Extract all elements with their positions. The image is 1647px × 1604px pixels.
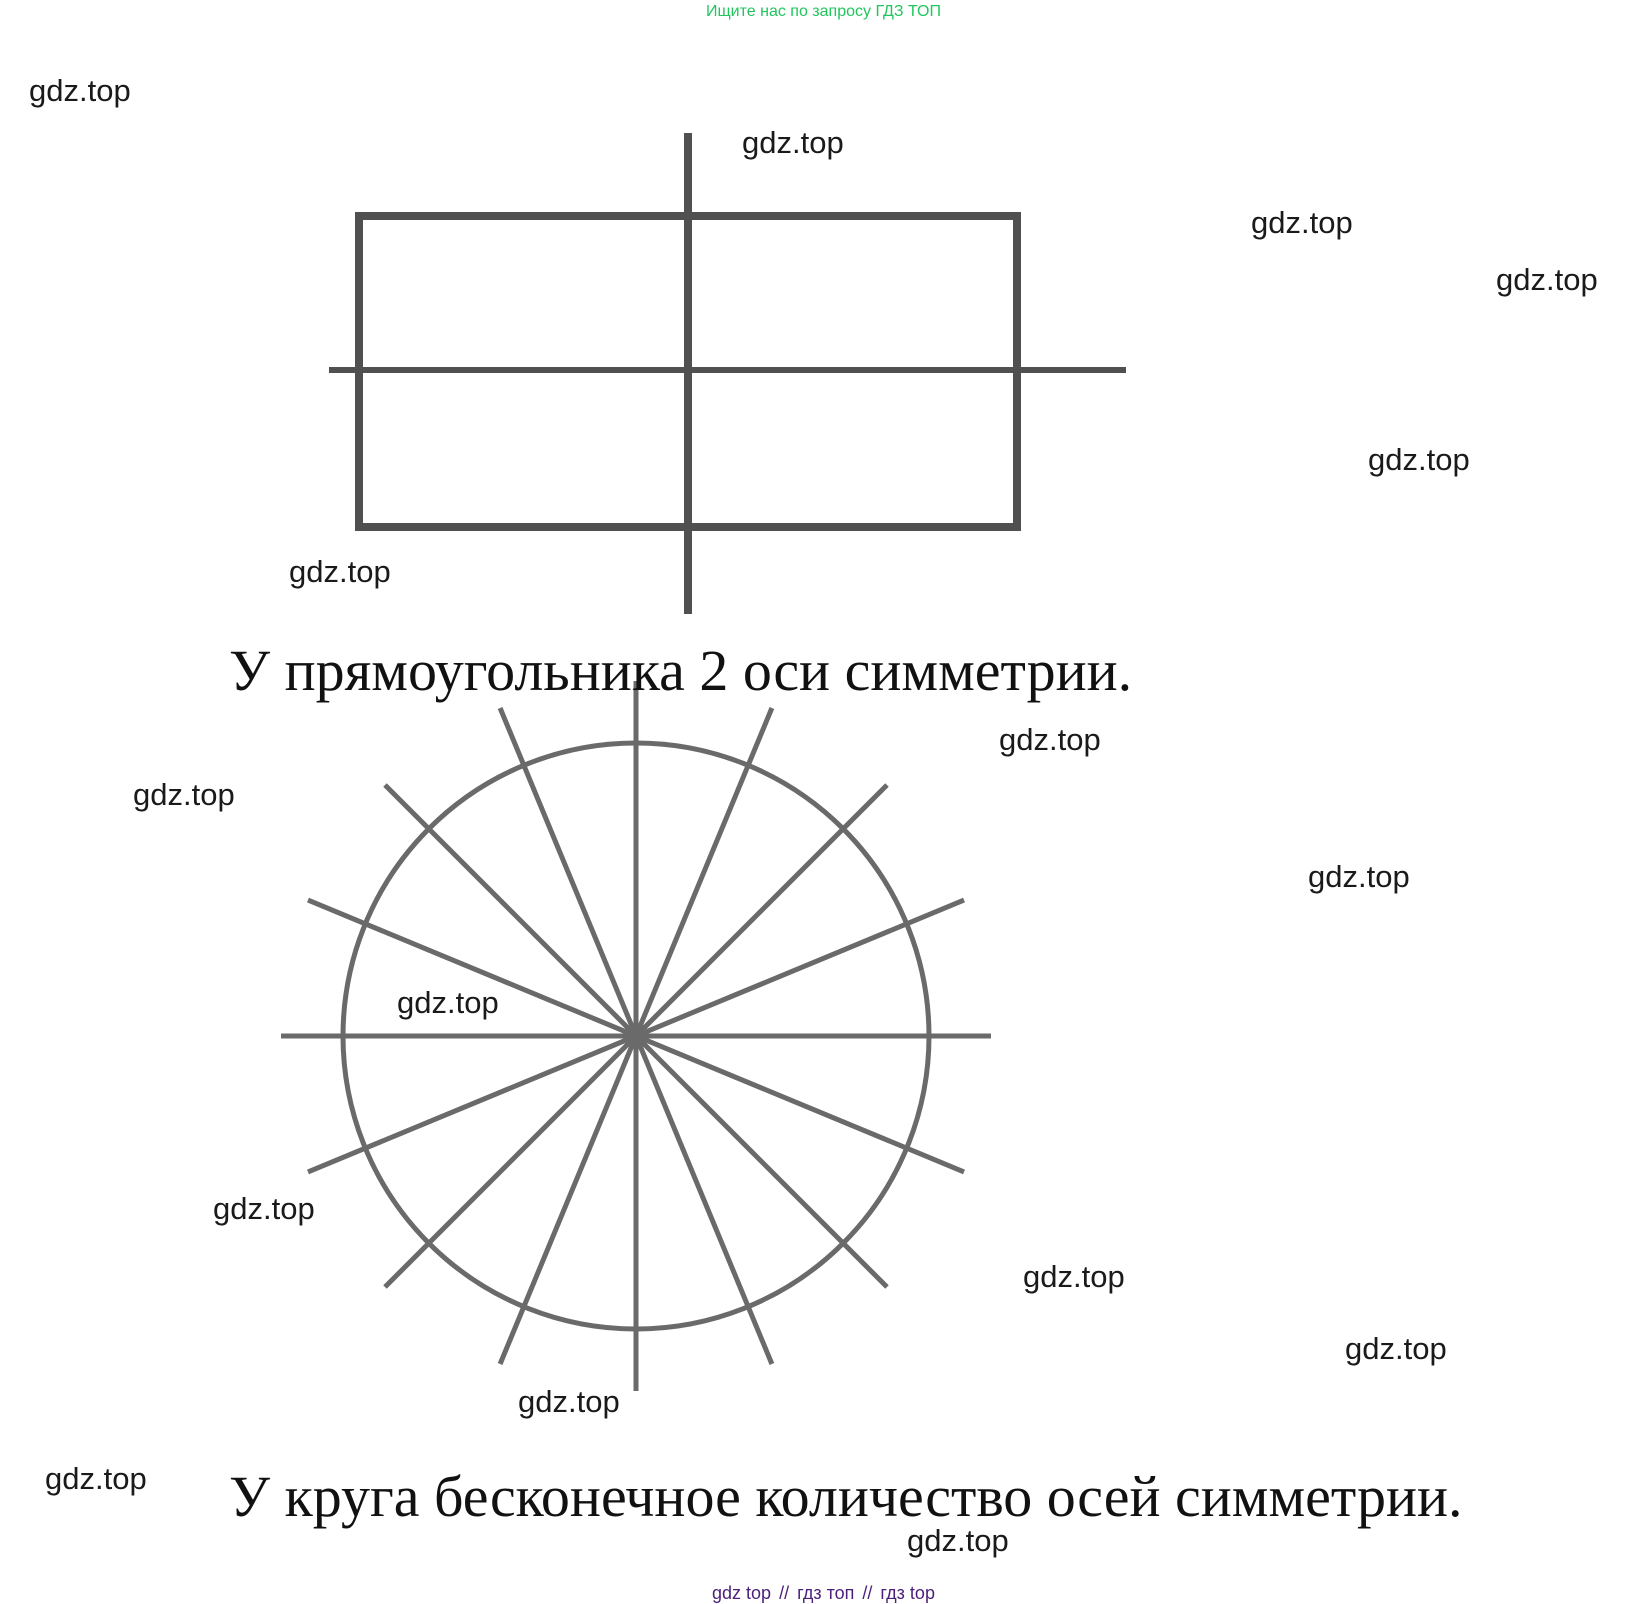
watermark: gdz.top xyxy=(133,777,235,812)
watermark: gdz.top xyxy=(1345,1331,1447,1366)
watermark: gdz.top xyxy=(1251,205,1353,240)
footer-link[interactable]: гдз топ xyxy=(797,1583,855,1603)
footer-links xyxy=(0,1583,1647,1604)
watermark: gdz.top xyxy=(907,1523,1009,1558)
circle-caption: У круга бесконечное количество осей симметрии. xyxy=(229,1464,1463,1529)
watermark: gdz.top xyxy=(289,554,391,589)
watermark: gdz.top xyxy=(29,73,131,108)
footer-link[interactable]: гдз top xyxy=(880,1583,935,1603)
watermark: gdz.top xyxy=(1496,262,1598,297)
footer-link[interactable]: gdz top xyxy=(712,1583,772,1603)
watermark: gdz.top xyxy=(45,1461,147,1496)
footer-separator: // xyxy=(862,1583,873,1603)
watermark: gdz.top xyxy=(1308,859,1410,894)
watermark: gdz.top xyxy=(999,722,1101,757)
search-hint[interactable]: Ищите нас по запросу ГДЗ ТОП xyxy=(706,3,941,20)
rectangle-caption: У прямоугольника 2 оси симметрии. xyxy=(229,638,1133,703)
watermark: gdz.top xyxy=(518,1384,620,1419)
footer-separator: // xyxy=(779,1583,790,1603)
watermark: gdz.top xyxy=(213,1191,315,1226)
watermark: gdz.top xyxy=(1023,1259,1125,1294)
watermark: gdz.top xyxy=(397,985,499,1020)
watermark: gdz.top xyxy=(1368,442,1470,477)
watermark: gdz.top xyxy=(742,125,844,160)
